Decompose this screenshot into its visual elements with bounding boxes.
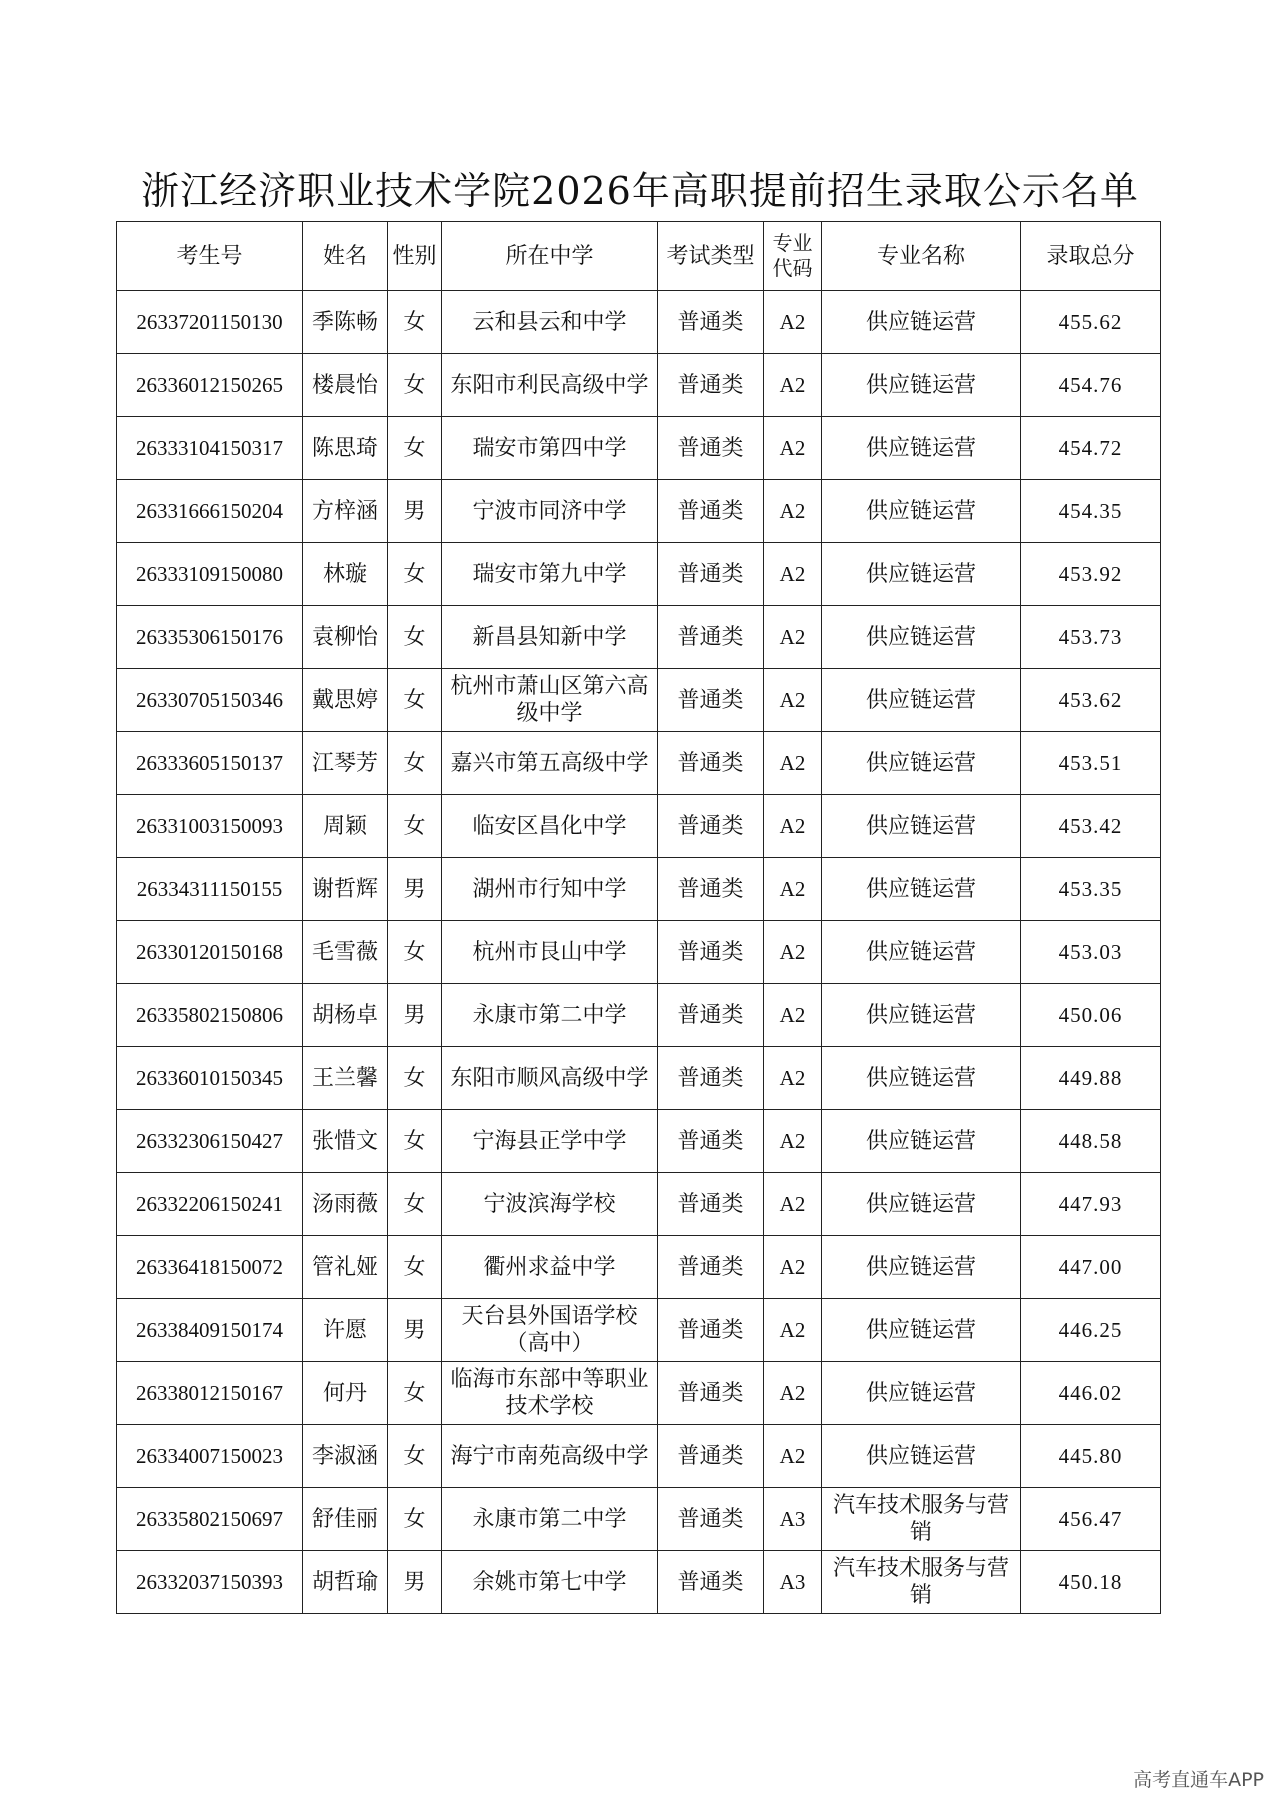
cell-school: 衢州求益中学 [442, 1236, 658, 1299]
cell-major-name: 供应链运营 [822, 1047, 1021, 1110]
header-name: 姓名 [303, 222, 388, 291]
cell-major-code: A2 [764, 669, 822, 732]
cell-major-name: 供应链运营 [822, 480, 1021, 543]
cell-school: 永康市第二中学 [442, 1488, 658, 1551]
table-header-row [117, 222, 1161, 291]
cell-school: 东阳市利民高级中学 [442, 354, 658, 417]
table-row [117, 606, 1161, 669]
cell-exam-number: 26335802150806 [117, 984, 303, 1047]
cell-total-score: 453.42 [1021, 795, 1161, 858]
cell-exam-number: 26338409150174 [117, 1299, 303, 1362]
cell-student-name: 陈思琦 [303, 417, 388, 480]
cell-major-code: A2 [764, 543, 822, 606]
table-row [117, 795, 1161, 858]
cell-exam-type: 普通类 [658, 1299, 764, 1362]
cell-school: 瑞安市第四中学 [442, 417, 658, 480]
cell-exam-number: 26332037150393 [117, 1551, 303, 1614]
cell-exam-type: 普通类 [658, 1047, 764, 1110]
cell-total-score: 453.62 [1021, 669, 1161, 732]
cell-total-score: 453.73 [1021, 606, 1161, 669]
cell-major-name: 供应链运营 [822, 417, 1021, 480]
cell-exam-type: 普通类 [658, 291, 764, 354]
cell-major-code: A2 [764, 1236, 822, 1299]
cell-exam-number: 26336418150072 [117, 1236, 303, 1299]
cell-exam-number: 26330705150346 [117, 669, 303, 732]
cell-gender: 女 [388, 1425, 442, 1488]
cell-exam-number: 26333605150137 [117, 732, 303, 795]
cell-student-name: 胡哲瑜 [303, 1551, 388, 1614]
cell-total-score: 449.88 [1021, 1047, 1161, 1110]
cell-exam-type: 普通类 [658, 606, 764, 669]
cell-major-name: 供应链运营 [822, 291, 1021, 354]
cell-exam-type: 普通类 [658, 732, 764, 795]
cell-major-name: 供应链运营 [822, 543, 1021, 606]
cell-total-score: 454.35 [1021, 480, 1161, 543]
cell-gender: 女 [388, 921, 442, 984]
cell-total-score: 455.62 [1021, 291, 1161, 354]
cell-major-code: A2 [764, 1047, 822, 1110]
cell-student-name: 季陈畅 [303, 291, 388, 354]
cell-school: 湖州市行知中学 [442, 858, 658, 921]
cell-exam-number: 26335306150176 [117, 606, 303, 669]
cell-gender: 男 [388, 858, 442, 921]
cell-total-score: 447.93 [1021, 1173, 1161, 1236]
cell-exam-type: 普通类 [658, 417, 764, 480]
cell-major-name: 汽车技术服务与营销 [822, 1488, 1021, 1551]
table-row [117, 1173, 1161, 1236]
cell-gender: 女 [388, 291, 442, 354]
cell-major-code: A2 [764, 606, 822, 669]
cell-school: 新昌县知新中学 [442, 606, 658, 669]
cell-gender: 男 [388, 480, 442, 543]
cell-exam-type: 普通类 [658, 1110, 764, 1173]
cell-exam-number: 26330120150168 [117, 921, 303, 984]
cell-exam-number: 26334007150023 [117, 1425, 303, 1488]
cell-exam-type: 普通类 [658, 354, 764, 417]
header-exam-type: 考试类型 [658, 222, 764, 291]
cell-major-code: A2 [764, 1362, 822, 1425]
cell-exam-type: 普通类 [658, 1362, 764, 1425]
cell-major-name: 供应链运营 [822, 984, 1021, 1047]
cell-gender: 女 [388, 1110, 442, 1173]
cell-gender: 女 [388, 1236, 442, 1299]
cell-major-code: A2 [764, 984, 822, 1047]
cell-student-name: 汤雨薇 [303, 1173, 388, 1236]
cell-exam-type: 普通类 [658, 1173, 764, 1236]
cell-major-code: A2 [764, 795, 822, 858]
cell-school: 永康市第二中学 [442, 984, 658, 1047]
cell-school: 海宁市南苑高级中学 [442, 1425, 658, 1488]
cell-gender: 女 [388, 543, 442, 606]
cell-gender: 女 [388, 417, 442, 480]
header-school: 所在中学 [442, 222, 658, 291]
cell-student-name: 何丹 [303, 1362, 388, 1425]
header-total-score: 录取总分 [1021, 222, 1161, 291]
cell-total-score: 453.92 [1021, 543, 1161, 606]
cell-school: 宁波滨海学校 [442, 1173, 658, 1236]
cell-school: 余姚市第七中学 [442, 1551, 658, 1614]
cell-exam-type: 普通类 [658, 921, 764, 984]
cell-exam-number: 26335802150697 [117, 1488, 303, 1551]
cell-exam-type: 普通类 [658, 1551, 764, 1614]
cell-major-code: A2 [764, 1299, 822, 1362]
cell-gender: 女 [388, 795, 442, 858]
table-row [117, 417, 1161, 480]
cell-student-name: 管礼娅 [303, 1236, 388, 1299]
cell-exam-number: 26336012150265 [117, 354, 303, 417]
cell-major-name: 供应链运营 [822, 1362, 1021, 1425]
table-row [117, 1362, 1161, 1425]
table-row [117, 984, 1161, 1047]
table-row [117, 480, 1161, 543]
cell-school: 杭州市艮山中学 [442, 921, 658, 984]
cell-exam-number: 26333104150317 [117, 417, 303, 480]
cell-school: 瑞安市第九中学 [442, 543, 658, 606]
cell-major-name: 供应链运营 [822, 1299, 1021, 1362]
cell-major-code: A2 [764, 1425, 822, 1488]
cell-exam-number: 26331666150204 [117, 480, 303, 543]
cell-school: 天台县外国语学校（高中） [442, 1299, 658, 1362]
cell-major-name: 供应链运营 [822, 354, 1021, 417]
table-row [117, 1299, 1161, 1362]
cell-total-score: 453.35 [1021, 858, 1161, 921]
cell-exam-type: 普通类 [658, 984, 764, 1047]
cell-major-name: 供应链运营 [822, 1236, 1021, 1299]
cell-major-name: 供应链运营 [822, 921, 1021, 984]
cell-total-score: 450.18 [1021, 1551, 1161, 1614]
cell-major-name: 汽车技术服务与营销 [822, 1551, 1021, 1614]
cell-student-name: 张惜文 [303, 1110, 388, 1173]
cell-exam-type: 普通类 [658, 1425, 764, 1488]
cell-gender: 女 [388, 1488, 442, 1551]
cell-gender: 女 [388, 669, 442, 732]
table-row [117, 1425, 1161, 1488]
cell-total-score: 446.02 [1021, 1362, 1161, 1425]
cell-major-code: A2 [764, 921, 822, 984]
cell-exam-type: 普通类 [658, 795, 764, 858]
cell-student-name: 戴思婷 [303, 669, 388, 732]
cell-student-name: 楼晨怡 [303, 354, 388, 417]
cell-major-code: A3 [764, 1488, 822, 1551]
cell-total-score: 453.51 [1021, 732, 1161, 795]
cell-gender: 女 [388, 606, 442, 669]
cell-exam-number: 26332306150427 [117, 1110, 303, 1173]
header-gender: 性别 [388, 222, 442, 291]
cell-gender: 女 [388, 1362, 442, 1425]
cell-school: 东阳市顺风高级中学 [442, 1047, 658, 1110]
cell-school: 宁海县正学中学 [442, 1110, 658, 1173]
cell-student-name: 许愿 [303, 1299, 388, 1362]
cell-school: 杭州市萧山区第六高级中学 [442, 669, 658, 732]
cell-exam-type: 普通类 [658, 480, 764, 543]
watermark: 高考直通车APP [1133, 1769, 1264, 1791]
cell-student-name: 王兰馨 [303, 1047, 388, 1110]
cell-student-name: 江琴芳 [303, 732, 388, 795]
cell-total-score: 454.76 [1021, 354, 1161, 417]
table-row [117, 1047, 1161, 1110]
cell-student-name: 周颖 [303, 795, 388, 858]
cell-gender: 男 [388, 984, 442, 1047]
cell-student-name: 谢哲辉 [303, 858, 388, 921]
cell-total-score: 448.58 [1021, 1110, 1161, 1173]
cell-major-name: 供应链运营 [822, 732, 1021, 795]
cell-major-code: A2 [764, 291, 822, 354]
header-major-name: 专业名称 [822, 222, 1021, 291]
cell-total-score: 454.72 [1021, 417, 1161, 480]
table-row [117, 858, 1161, 921]
cell-total-score: 450.06 [1021, 984, 1161, 1047]
table-row [117, 291, 1161, 354]
cell-gender: 女 [388, 732, 442, 795]
cell-major-name: 供应链运营 [822, 1110, 1021, 1173]
cell-major-code: A2 [764, 354, 822, 417]
cell-student-name: 舒佳丽 [303, 1488, 388, 1551]
cell-exam-type: 普通类 [658, 858, 764, 921]
cell-student-name: 林璇 [303, 543, 388, 606]
table-row [117, 1236, 1161, 1299]
cell-exam-number: 26331003150093 [117, 795, 303, 858]
cell-total-score: 453.03 [1021, 921, 1161, 984]
cell-exam-number: 26338012150167 [117, 1362, 303, 1425]
cell-student-name: 李淑涵 [303, 1425, 388, 1488]
cell-exam-number: 26337201150130 [117, 291, 303, 354]
cell-school: 嘉兴市第五高级中学 [442, 732, 658, 795]
cell-exam-type: 普通类 [658, 543, 764, 606]
cell-major-code: A2 [764, 732, 822, 795]
page-title: 浙江经济职业技术学院2026年高职提前招生录取公示名单 [141, 169, 1139, 213]
cell-total-score: 447.00 [1021, 1236, 1161, 1299]
cell-exam-number: 26332206150241 [117, 1173, 303, 1236]
cell-student-name: 胡杨卓 [303, 984, 388, 1047]
admission-table [116, 221, 1161, 1614]
cell-exam-number: 26336010150345 [117, 1047, 303, 1110]
cell-major-name: 供应链运营 [822, 858, 1021, 921]
table-row [117, 543, 1161, 606]
cell-major-name: 供应链运营 [822, 1173, 1021, 1236]
table-row [117, 1551, 1161, 1614]
cell-student-name: 袁柳怡 [303, 606, 388, 669]
cell-gender: 男 [388, 1299, 442, 1362]
cell-major-name: 供应链运营 [822, 606, 1021, 669]
cell-major-name: 供应链运营 [822, 1425, 1021, 1488]
cell-exam-number: 26333109150080 [117, 543, 303, 606]
cell-total-score: 445.80 [1021, 1425, 1161, 1488]
cell-total-score: 446.25 [1021, 1299, 1161, 1362]
cell-exam-type: 普通类 [658, 1488, 764, 1551]
table-row [117, 1110, 1161, 1173]
cell-school: 临安区昌化中学 [442, 795, 658, 858]
cell-major-code: A2 [764, 858, 822, 921]
cell-major-code: A3 [764, 1551, 822, 1614]
cell-gender: 女 [388, 1047, 442, 1110]
cell-major-code: A2 [764, 417, 822, 480]
header-exam-number: 考生号 [117, 222, 303, 291]
table-row [117, 669, 1161, 732]
cell-major-code: A2 [764, 1173, 822, 1236]
cell-exam-number: 26334311150155 [117, 858, 303, 921]
cell-student-name: 方梓涵 [303, 480, 388, 543]
cell-school: 宁波市同济中学 [442, 480, 658, 543]
cell-total-score: 456.47 [1021, 1488, 1161, 1551]
cell-gender: 女 [388, 354, 442, 417]
table-row [117, 732, 1161, 795]
cell-major-code: A2 [764, 1110, 822, 1173]
cell-gender: 男 [388, 1551, 442, 1614]
cell-major-code: A2 [764, 480, 822, 543]
cell-school: 云和县云和中学 [442, 291, 658, 354]
cell-gender: 女 [388, 1173, 442, 1236]
table-row [117, 921, 1161, 984]
header-major-code: 专业代码 [764, 222, 822, 291]
table-row [117, 1488, 1161, 1551]
table-row [117, 354, 1161, 417]
cell-exam-type: 普通类 [658, 669, 764, 732]
cell-major-name: 供应链运营 [822, 795, 1021, 858]
cell-school: 临海市东部中等职业技术学校 [442, 1362, 658, 1425]
cell-major-name: 供应链运营 [822, 669, 1021, 732]
cell-exam-type: 普通类 [658, 1236, 764, 1299]
cell-student-name: 毛雪薇 [303, 921, 388, 984]
